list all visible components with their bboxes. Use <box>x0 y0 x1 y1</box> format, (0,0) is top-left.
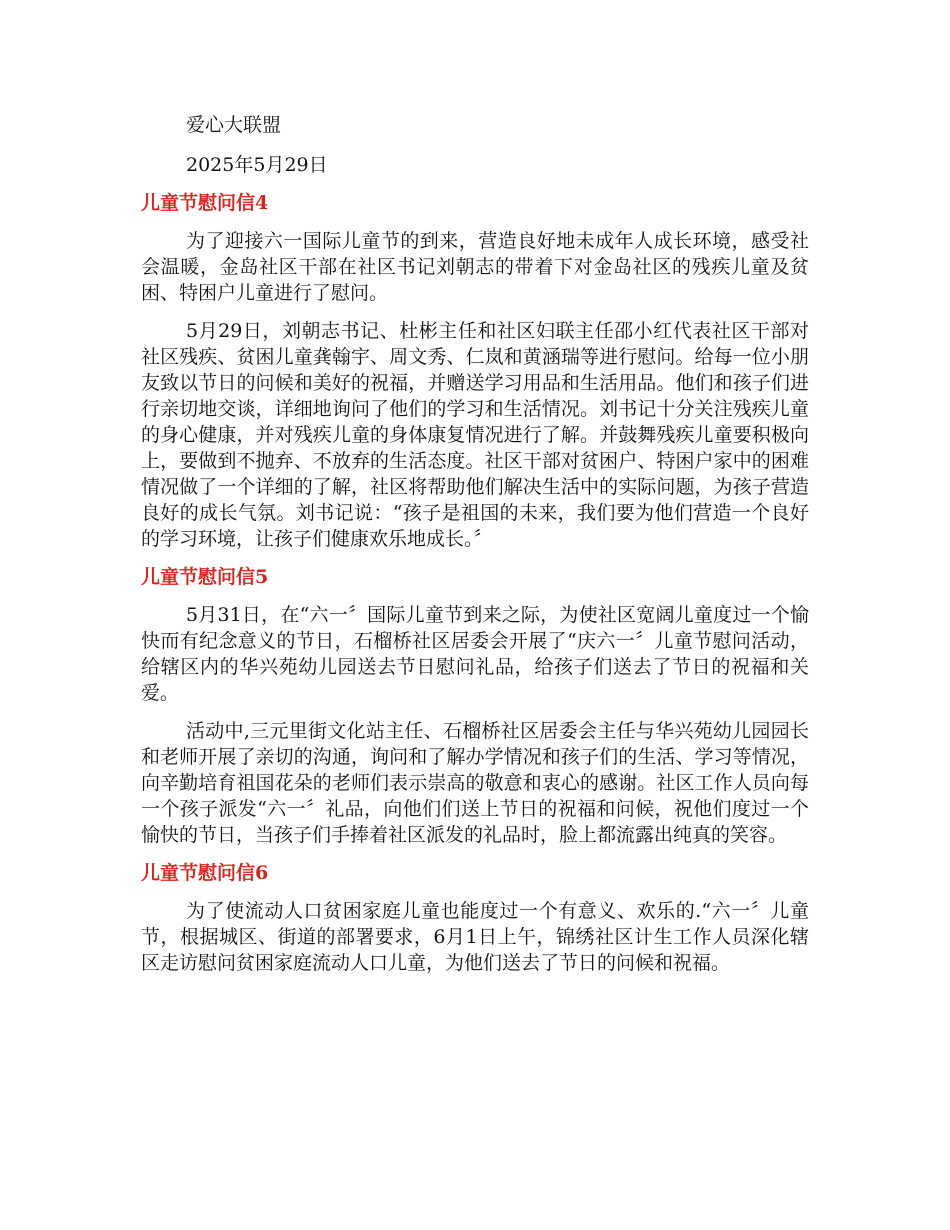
signature-org: 爱心大联盟 <box>186 114 282 136</box>
paragraph: 活动中,三元里街文化站主任、石榴桥社区居委会主任与华兴苑幼儿园园长和老师开展了亲切的沟通，询问和了解办学情况和孩子们的生活、学习等情况，向辛勤培育祖国花朵的老师们表示崇高的敬意和衷心的感谢。社区工作人员向每一个孩子派发“六一〞礼品，向他们们送上节日的祝福和问候，祝他们度过一个愉快的节日，当孩子们手捧着社区派发的礼品时，脸上都流露出纯真的笑容。 <box>141 720 809 846</box>
document-page <box>141 108 809 976</box>
paragraph: 为了迎接六一国际儿童节的到来，营造良好地未成年人成长环境，感受社会温暖，金岛社区干部在社区书记刘朝志的带着下对金岛社区的残疾儿童及贫困、特困户儿童进行了慰问。 <box>141 230 809 304</box>
signature-date: 2025年5月29日 <box>186 154 328 176</box>
section-heading: 儿童节慰问信6 <box>141 862 269 884</box>
paragraph: 为了使流动人口贫困家庭儿童也能度过一个有意义、欢乐的.“六一〞儿童节，根据城区、街道的部署要求，6月1日上午，锦绣社区计生工作人员深化辖区走访慰问贫困家庭流动人口儿童，为他们送去了节日的问候和祝福。 <box>141 900 809 974</box>
section-heading: 儿童节慰问信4 <box>141 192 269 214</box>
section-heading: 儿童节慰问信5 <box>141 566 269 588</box>
paragraph: 5月31日，在“六一〞国际儿童节到来之际，为使社区宽阔儿童度过一个愉快而有纪念意义的节日，石榴桥社区居委会开展了“庆六一〞儿童节慰问活动，给辖区内的华兴苑幼儿园送去节日慰问礼品，给孩子们送去了节日的祝福和关爱。 <box>141 604 809 704</box>
paragraph: 5月29日，刘朝志书记、杜彬主任和社区妇联主任邵小红代表社区干部对社区残疾、贫困儿童龚翰宇、周文秀、仁岚和黄涵瑞等进行慰问。给每一位小朋友致以节日的问候和美好的祝福，并赠送学习用品和生活用品。他们和孩子们进行亲切地交谈，详细地询问了他们的学习和生活情况。刘书记十分关注残疾儿童的身心健康，并对残疾儿童的身体康复情况进行了解。并鼓舞残疾儿童要积极向上，要做到不抛弃、不放弃的生活态度。社区干部对贫困户、特困户家中的困难情况做了一个详细的了解，社区将帮助他们解决生活中的实际问题，为孩子营造良好的成长气氛。刘书记说：“孩子是祖国的未来，我们要为他们营造一个良好的学习环境，让孩子们健康欢乐地成长。〞 <box>141 320 809 550</box>
